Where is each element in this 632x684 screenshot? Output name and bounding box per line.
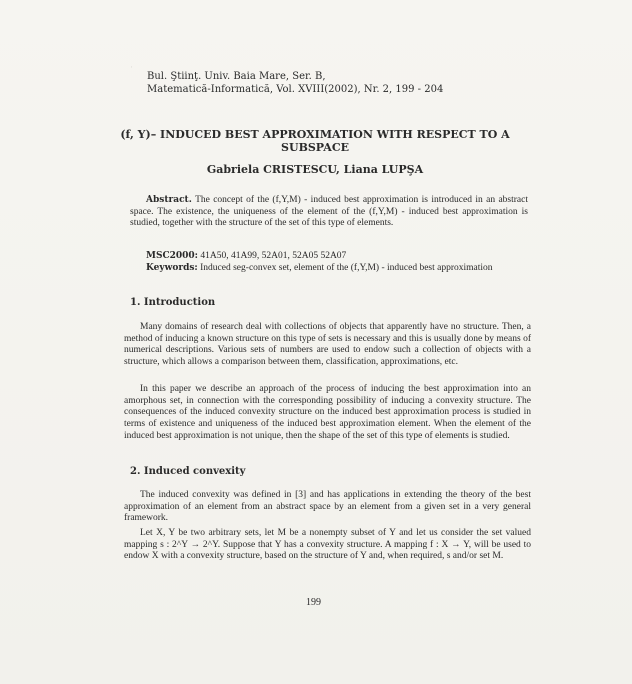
intro-paragraph-2: In this paper we describe an approach of the process of inducing the best approximation into an amorphous set, in connection with the corresponding possibility of inducing a convexity structure. The consequences of the induced convexity structure on the induced best approximation process is studied in terms of existence and uniqueness of the induced best approximation element. When the element of the induced best approximation is not unique, then the shape of the set of this type of elements is studied. [124, 384, 531, 441]
journal-header [147, 70, 443, 96]
section-heading-induced-convexity: 2. Induced convexity [130, 466, 246, 477]
abstract [130, 195, 528, 230]
abstract-label: Abstract. [146, 195, 192, 205]
section-heading-introduction: 1. Introduction [130, 297, 216, 308]
msc-text: 41A50, 41A99, 52A01, 52A05 52A07 [200, 251, 347, 261]
journal-header-line1: Bul. Ştiinţ. Univ. Baia Mare, Ser. B, [147, 71, 326, 82]
authors: Gabriela CRISTESCU, Liana LUPŞA [206, 163, 424, 176]
keywords [130, 263, 528, 275]
page-number: 199 [306, 597, 321, 608]
abstract-text: The concept of the (f,Y,M) - induced best approximation is introduced in an abstract space. The existence, the uniqueness of the element of the (f,Y,M) - induced best approximation is studied, together with the structure of the set of this type of elements. [130, 195, 528, 229]
intro-paragraph-1: Many domains of research deal with collections of objects that apparently have no structure. Then, a method of inducing a known structure on this type of sets is necessary and this is usually done by means of numerical descriptions. Various sets of numbers are used to endow such a collection of objects with a structure, which allows a comparison between them, classification, approximations, etc. [124, 322, 531, 368]
keywords-text: Induced seg-convex set, element of the (f,Y,M) - induced best approximation [200, 263, 493, 273]
journal-header-line2: Matematică-Informatică, Vol. XVIII(2002), Nr. 2, 199 - 204 [147, 84, 444, 95]
paper-title-line1: (f, Y)– INDUCED BEST APPROXIMATION WITH RESPECT TO A [120, 128, 510, 141]
convexity-paragraph-2: Let X, Y be two arbitrary sets, let M be a nonempty subset of Y and let us consider the set valued mapping s : 2^Y → 2^Y. Suppose that Y has a convexity structure. A mapping f : X → Y, will be used to endow X with a convexity structure, based on the structure of Y and, when required, s and/or set M. [124, 528, 531, 562]
msc-label: MSC2000: [146, 251, 198, 261]
keywords-label: Keywords: [146, 263, 198, 273]
msc-classification [146, 251, 531, 263]
convexity-paragraph-1: The induced convexity was defined in [3] and has applications in extending the theory of the best approximation of an element from an abstract space by an element from a given set in a very general framework. [124, 490, 531, 524]
paper-title [120, 128, 510, 154]
bleed-through-mark: · [130, 62, 133, 72]
paper-title-line2: SUBSPACE [281, 141, 349, 154]
